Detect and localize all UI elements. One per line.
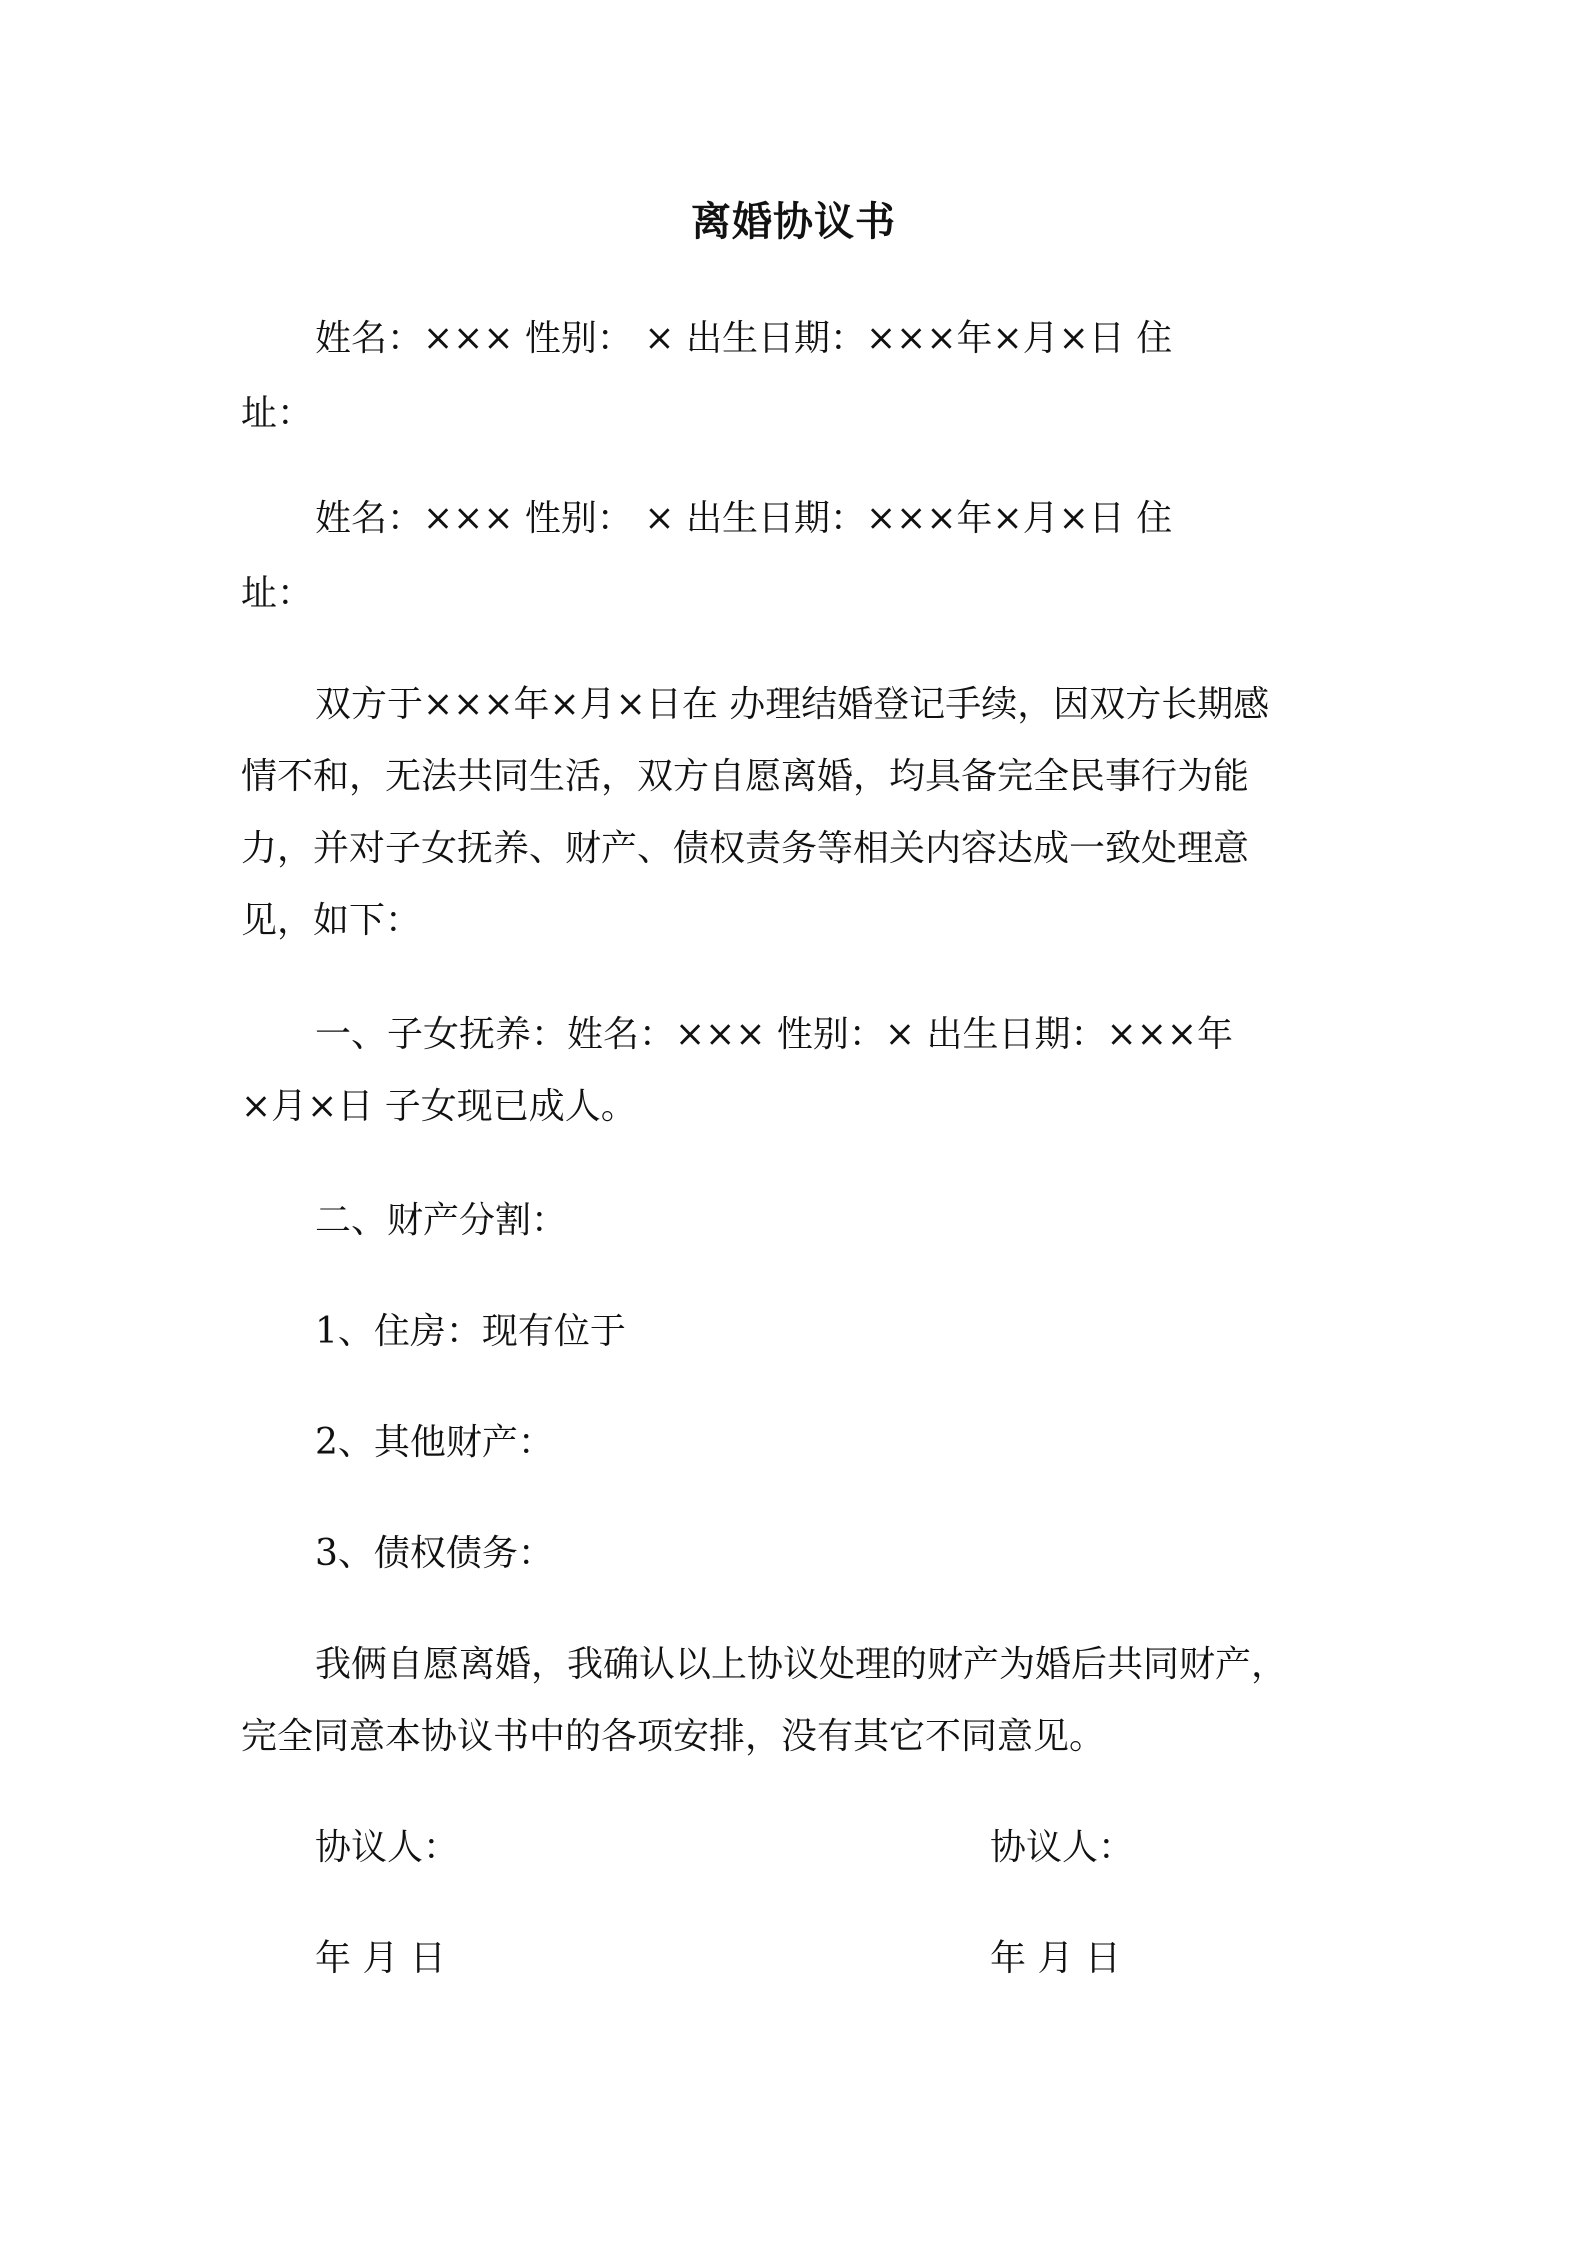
signature-left-label: 协议人： bbox=[315, 1827, 460, 1868]
intro-paragraph-line1: 双方于×××年×月×日在 办理结婚登记手续，因双方长期感 bbox=[315, 684, 1270, 725]
party1-line1: 姓名：××× 性别： × 出生日期：×××年×月×日 住 bbox=[315, 318, 1173, 359]
intro-paragraph-line2: 情不和，无法共同生活，双方自愿离婚，均具备完全民事行为能 bbox=[241, 756, 1250, 797]
party2-line2: 址： bbox=[241, 573, 314, 614]
item-housing: 1、住房：现有位于 bbox=[315, 1311, 626, 1352]
declaration-line1: 我俩自愿离婚，我确认以上协议处理的财产为婚后共同财产， bbox=[315, 1644, 1288, 1685]
document-title: 离婚协议书 bbox=[691, 198, 896, 245]
declaration-line2: 完全同意本协议书中的各项安排，没有其它不同意见。 bbox=[241, 1716, 1106, 1757]
party2-line1: 姓名：××× 性别： × 出生日期：×××年×月×日 住 bbox=[315, 498, 1173, 539]
signature-right-date: 年 月 日 bbox=[990, 1938, 1121, 1979]
intro-paragraph-line4: 见，如下： bbox=[241, 900, 422, 941]
item-debts: 3、债权债务： bbox=[315, 1533, 554, 1574]
signature-left-date: 年 月 日 bbox=[315, 1938, 446, 1979]
intro-paragraph-line3: 力，并对子女抚养、财产、债权责务等相关内容达成一致处理意 bbox=[241, 828, 1250, 869]
section2-heading: 二、财产分割： bbox=[315, 1200, 568, 1241]
section1-line1: 一、子女抚养：姓名：××× 性别：× 出生日期：×××年 bbox=[315, 1014, 1234, 1055]
signature-right-label: 协议人： bbox=[990, 1827, 1135, 1868]
item-other-property: 2、其他财产： bbox=[315, 1422, 554, 1463]
section1-line2: ×月×日 子女现已成人。 bbox=[241, 1086, 637, 1127]
party1-line2: 址： bbox=[241, 393, 314, 434]
